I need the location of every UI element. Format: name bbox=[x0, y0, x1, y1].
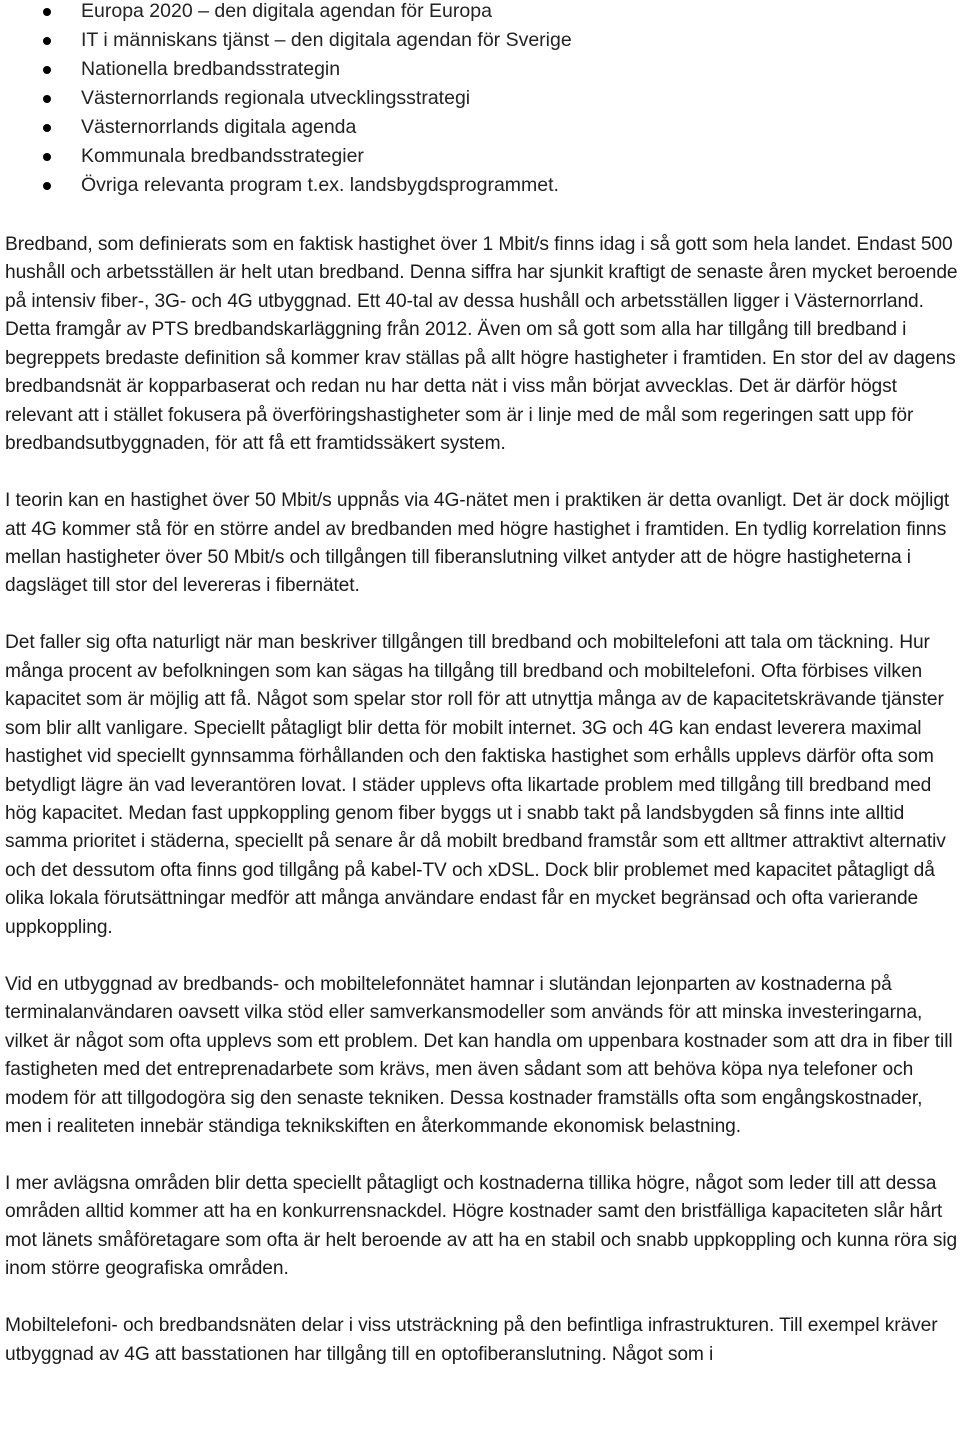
paragraph-remote-areas: I mer avlägsna områden blir detta speciellt påtagligt och kostnaderna tillika högre, något som leder till att dessa områden alltid kommer att ha en konkurrensnackdel. Högre kostnader samt den bristfälliga kapaciteten slår hårt mot länets småföretagare som ofta är helt beroende av att ha en stabil och snabb uppkoppling och kunna röra sig inom större geografiska områden. bbox=[5, 1172, 958, 1280]
paragraph-4g-speed: I teorin kan en hastighet över 50 Mbit/s uppnås via 4G-nätet men i praktiken är detta ovanligt. Det är dock möjligt att 4G kommer stå för en större andel av bredbanden med högre hastighet i framtiden. En tydlig korrelation finns mellan hastigheter över 50 Mbit/s och tillgången till fiberanslutning vilket antyder att de högre hastigheterna i dagsläget till stor del levereras i fibernätet. bbox=[5, 490, 950, 597]
paragraph-infrastructure: Mobiltelefoni- och bredbandsnäten delar i viss utsträckning på den befintliga infrastrukturen. Till exempel kräver utbyggnad av 4G att basstationen har tillgång till en optofiberanslutning. Något som i bbox=[5, 1315, 938, 1365]
bullet-text: Övriga relevanta program t.ex. landsbygdsprogrammet. bbox=[81, 174, 559, 196]
bullet-text: Västernorrlands digitala agenda bbox=[81, 116, 357, 138]
paragraph-broadband-coverage: Bredband, som definierats som en faktisk hastighet över 1 Mbit/s finns idag i så gott som hela landet. Endast 500 hushåll och arbetsställen är helt utan bredband. Denna siffra har sjunkit kraftigt de senaste åren mycket beroende på intensiv fiber-, 3G- och 4G utbyggnad. Ett 40-tal av dessa hushåll och arbetsställen ligger i Västernorrland. Detta framgår av PTS bredbandskarläggning från 2012. Även om så gott som alla har tillgång till bredband i begreppets bredaste definition så kommer krav ställas på allt högre hastigheter i framtiden. En stor del av dagens bredbandsnät är kopparbaserat och redan nu har detta nät i viss mån börjat avvecklas. Det är därför högst relevant att i stället fokusera på överföringshastigheter som är i linje med de mål som regeringen satt upp för bredbandsutbyggnaden, för att få ett framtidssäkert system. bbox=[5, 234, 958, 455]
bullet-item bbox=[0, 142, 960, 171]
strategy-bullet-list bbox=[0, 0, 960, 200]
bullet-item bbox=[0, 55, 960, 84]
bullet-text: Europa 2020 – den digitala agendan för Europa bbox=[81, 0, 492, 22]
bullet-dot-icon bbox=[43, 124, 51, 132]
bullet-text: Nationella bredbandsstrategin bbox=[81, 58, 341, 80]
bullet-dot-icon bbox=[43, 182, 51, 190]
bullet-item bbox=[0, 113, 960, 142]
bullet-dot-icon bbox=[43, 8, 51, 16]
bullet-dot-icon bbox=[43, 153, 51, 161]
bullet-item bbox=[0, 84, 960, 113]
body-text bbox=[5, 231, 960, 1369]
bullet-item bbox=[0, 171, 960, 200]
bullet-dot-icon bbox=[43, 95, 51, 103]
bullet-dot-icon bbox=[43, 37, 51, 45]
bullet-item bbox=[0, 0, 960, 26]
bullet-text: Västernorrlands regionala utvecklingsstrategi bbox=[81, 87, 471, 109]
bullet-dot-icon bbox=[43, 66, 51, 74]
bullet-text: IT i människans tjänst – den digitala agendan för Sverige bbox=[81, 29, 572, 51]
paragraph-capacity: Det faller sig ofta naturligt när man beskriver tillgången till bredband och mobiltelefoni att tala om täckning. Hur många procent av befolkningen som kan sägas ha tillgång till bredband och mobiltelefoni. Ofta förbises vilken kapacitet som är möjlig att få. Något som spelar stor roll för att utnyttja många av de kapacitetskrävande tjänster som blir allt vanligare. Speciellt påtagligt blir detta för mobilt internet. 3G och 4G kan endast leverera maximal hastighet vid speciellt gynnsamma förhållanden och den faktiska hastighet som erhålls upplevs därför ofta som betydligt lägre än vad leverantören lovat. I städer upplevs ofta likartade problem med tillgång till bredband med hög kapacitet. Medan fast uppkoppling genom fiber byggs ut i snabb takt på landsbygden så finns inte alltid samma prioritet i städerna, speciellt på senare år då mobilt bredband framstår som ett alltmer attraktivt alternativ och det dessutom ofta finns god tillgång på kabel-TV och xDSL. Dock blir problemet med kapacitet påtagligt då olika lokala förutsättningar medför att många användare endast får en mycket begränsad och ofta varierande uppkoppling. bbox=[5, 632, 946, 938]
bullet-item bbox=[0, 26, 960, 55]
paragraph-costs: Vid en utbyggnad av bredbands- och mobiltelefonnätet hamnar i slutändan lejonparten av kostnaderna på terminalanvändaren oavsett vilka stöd eller samverkansmodeller som används för att minska investeringarna, vilket är något som ofta upplevs som ett problem. Det kan handla om uppenbara kostnader som att dra in fiber till fastigheten med det entreprenadarbete som krävs, men även sådant som att behöva köpa nya telefoner och modem för att tillgodogöra sig den senaste tekniken. Dessa kostnader framställs ofta som engångskostnader, men i realiteten innebär ständiga teknikskiften en återkommande ekonomisk belastning. bbox=[5, 973, 953, 1137]
bullet-text: Kommunala bredbandsstrategier bbox=[81, 145, 364, 167]
